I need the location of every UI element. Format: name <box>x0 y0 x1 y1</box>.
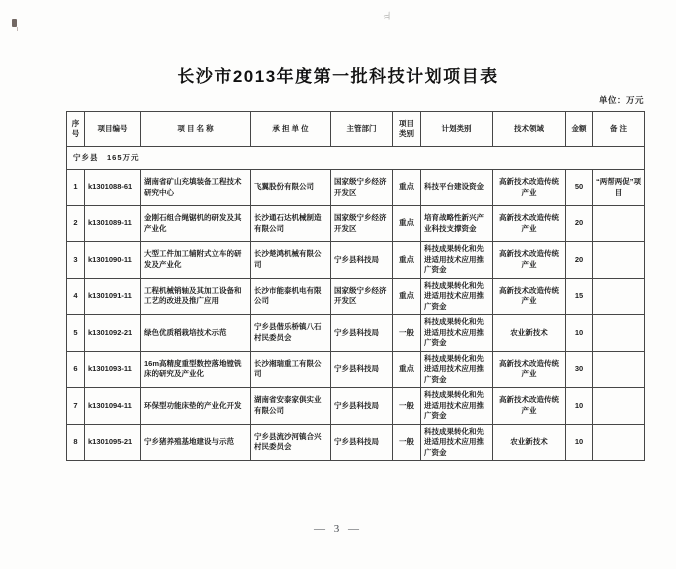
table-row <box>67 388 645 425</box>
project-table <box>66 111 645 461</box>
header-cell-unit: 承 担 单 位 <box>251 112 331 147</box>
table-row <box>67 206 645 242</box>
cell-dept: 国家级宁乡经济开发区 <box>331 206 393 242</box>
cell-field: 高新技术改造传统产业 <box>493 278 566 315</box>
cell-field: 高新技术改造传统产业 <box>493 388 566 425</box>
cell-name: 金刚石组合绳锯机的研发及其产业化 <box>141 206 251 242</box>
cell-type: 重点 <box>393 278 421 315</box>
cell-amount: 20 <box>566 242 593 279</box>
cell-remark <box>593 424 645 461</box>
cell-no: 2 <box>67 206 85 242</box>
header-cell-code: 项目编号 <box>85 112 141 147</box>
cell-remark <box>593 388 645 425</box>
cell-remark <box>593 242 645 279</box>
cell-plan: 科技平台建设资金 <box>421 170 493 206</box>
table-header-row <box>67 112 645 147</box>
cell-name: 湖南省矿山充填装备工程技术研究中心 <box>141 170 251 206</box>
table-row <box>67 278 645 315</box>
cell-name: 16m高精度重型数控落地镗铣床的研究及产业化 <box>141 351 251 388</box>
page-title: 长沙市2013年度第一批科技计划项目表 <box>177 67 499 86</box>
cell-amount: 10 <box>566 388 593 425</box>
cell-unit: 宁乡县偕乐桥镇八石村民委员会 <box>251 315 331 352</box>
cell-name: 工程机械销轴及其加工设备和工艺的改进及推广应用 <box>141 278 251 315</box>
cell-no: 8 <box>67 424 85 461</box>
cell-unit: 湖南省安泰家俱实业有限公司 <box>251 388 331 425</box>
cell-plan: 培育战略性新兴产业科技支撑资金 <box>421 206 493 242</box>
cell-field: 高新技术改造传统产业 <box>493 170 566 206</box>
cell-name: 宁乡猪养殖基地建设与示范 <box>141 424 251 461</box>
cell-code: k1301095-21 <box>85 424 141 461</box>
header-cell-dept: 主管部门 <box>331 112 393 147</box>
cell-no: 7 <box>67 388 85 425</box>
cell-unit: 长沙湘瑞重工有限公司 <box>251 351 331 388</box>
cell-dept: 宁乡县科技局 <box>331 351 393 388</box>
header-cell-plan: 计划类别 <box>421 112 493 147</box>
group-row-label: 宁乡县 165万元 <box>67 147 645 170</box>
cell-plan: 科技成果转化和先进适用技术应用推广资金 <box>421 278 493 315</box>
cell-type: 一般 <box>393 424 421 461</box>
cell-remark <box>593 351 645 388</box>
cell-amount: 10 <box>566 315 593 352</box>
cell-remark <box>593 278 645 315</box>
cell-plan: 科技成果转化和先进适用技术应用推广资金 <box>421 315 493 352</box>
cell-type: 重点 <box>393 206 421 242</box>
cell-no: 4 <box>67 278 85 315</box>
scan-artifact <box>12 19 17 27</box>
cell-type: 一般 <box>393 388 421 425</box>
cell-unit: 飞翼股份有限公司 <box>251 170 331 206</box>
header-cell-field: 技术领域 <box>493 112 566 147</box>
unit-note: 单位：万元 <box>598 95 644 105</box>
cell-field: 农业新技术 <box>493 424 566 461</box>
cell-name: 绿色优质稻栽培技术示范 <box>141 315 251 352</box>
cell-code: k1301093-11 <box>85 351 141 388</box>
cell-field: 高新技术改造传统产业 <box>493 206 566 242</box>
project-table-container <box>66 111 644 461</box>
cell-unit: 长沙市能泰机电有限公司 <box>251 278 331 315</box>
table-row <box>67 170 645 206</box>
cell-remark <box>593 315 645 352</box>
cell-no: 5 <box>67 315 85 352</box>
cell-type: 一般 <box>393 315 421 352</box>
cell-field: 农业新技术 <box>493 315 566 352</box>
cell-no: 1 <box>67 170 85 206</box>
cell-amount: 20 <box>566 206 593 242</box>
cell-amount: 15 <box>566 278 593 315</box>
cell-dept: 国家级宁乡经济开发区 <box>331 278 393 315</box>
header-cell-name: 项 目 名 称 <box>141 112 251 147</box>
cell-no: 6 <box>67 351 85 388</box>
cell-code: k1301091-11 <box>85 278 141 315</box>
header-cell-remark: 备 注 <box>593 112 645 147</box>
cell-amount: 50 <box>566 170 593 206</box>
page-number: — 3 — <box>314 523 362 535</box>
cell-no: 3 <box>67 242 85 279</box>
cell-amount: 30 <box>566 351 593 388</box>
header-cell-no: 序号 <box>67 112 85 147</box>
cell-dept: 国家级宁乡经济开发区 <box>331 170 393 206</box>
cell-remark: “两帮两促”项目 <box>593 170 645 206</box>
cell-dept: 宁乡县科技局 <box>331 315 393 352</box>
cell-dept: 宁乡县科技局 <box>331 242 393 279</box>
cell-unit: 长沙楚鸿机械有限公司 <box>251 242 331 279</box>
cell-code: k1301088-61 <box>85 170 141 206</box>
table-row <box>67 424 645 461</box>
cell-name: 环保型功能床垫的产业化开发 <box>141 388 251 425</box>
cell-plan: 科技成果转化和先进适用技术应用推广资金 <box>421 351 493 388</box>
cell-amount: 10 <box>566 424 593 461</box>
cell-plan: 科技成果转化和先进适用技术应用推广资金 <box>421 388 493 425</box>
cell-plan: 科技成果转化和先进适用技术应用推广资金 <box>421 242 493 279</box>
cell-plan: 科技成果转化和先进适用技术应用推广资金 <box>421 424 493 461</box>
cell-code: k1301094-11 <box>85 388 141 425</box>
cell-unit: 长沙通石达机械制造有限公司 <box>251 206 331 242</box>
table-row <box>67 351 645 388</box>
cell-unit: 宁乡县流沙河镇合兴村民委员会 <box>251 424 331 461</box>
scan-artifact: ≉ <box>382 11 391 24</box>
cell-code: k1301092-21 <box>85 315 141 352</box>
group-row-ningxiang <box>67 147 645 170</box>
cell-type: 重点 <box>393 351 421 388</box>
table-row <box>67 242 645 279</box>
cell-type: 重点 <box>393 170 421 206</box>
cell-code: k1301089-11 <box>85 206 141 242</box>
cell-name: 大型工件加工辅附式立车的研发及产业化 <box>141 242 251 279</box>
cell-remark <box>593 206 645 242</box>
table-row <box>67 315 645 352</box>
cell-type: 重点 <box>393 242 421 279</box>
cell-code: k1301090-11 <box>85 242 141 279</box>
header-cell-type: 项目类别 <box>393 112 421 147</box>
cell-dept: 宁乡县科技局 <box>331 424 393 461</box>
cell-field: 高新技术改造传统产业 <box>493 351 566 388</box>
cell-field: 高新技术改造传统产业 <box>493 242 566 279</box>
cell-dept: 宁乡县科技局 <box>331 388 393 425</box>
header-cell-amount: 金额 <box>566 112 593 147</box>
